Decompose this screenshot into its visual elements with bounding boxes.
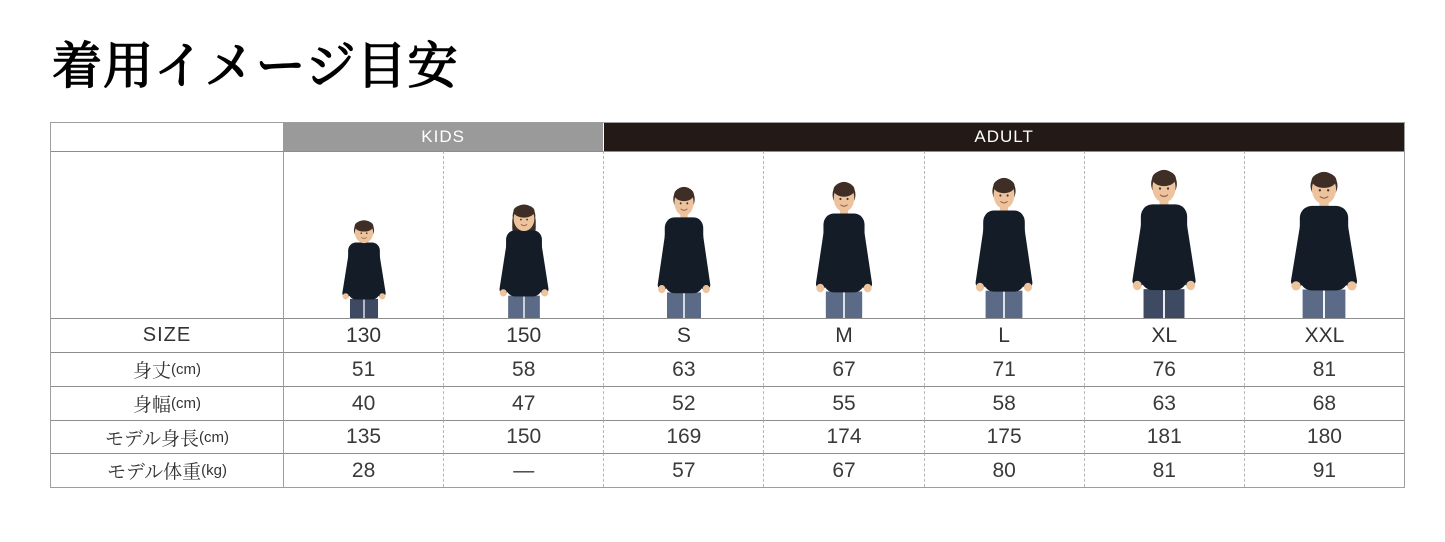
- model-height-xxl: 180: [1244, 420, 1404, 453]
- body-length-xxl: 81: [1244, 352, 1404, 386]
- row-label-text: 身幅: [132, 395, 171, 416]
- model-photo-m: [763, 151, 923, 318]
- row-label-unit: (cm): [199, 428, 230, 446]
- model-photo-xl: [1084, 151, 1244, 318]
- model-weight-130: 28: [283, 453, 443, 487]
- model-height-xl: 181: [1084, 420, 1244, 453]
- size-value-s: S: [603, 318, 763, 352]
- size-row-label: SIZE: [51, 318, 283, 352]
- model-height-s: 169: [603, 420, 763, 453]
- body-width-xxl: 68: [1244, 386, 1404, 420]
- row-label-text: 身丈: [132, 361, 171, 382]
- body-width-xl: 63: [1084, 386, 1244, 420]
- header-empty-cell: [51, 123, 283, 151]
- row-label-body-length: [51, 352, 283, 386]
- row-label-unit: (kg): [201, 462, 227, 479]
- row-label-model-weight: [51, 453, 283, 487]
- size-value-xxl: XXL: [1244, 318, 1404, 352]
- model-height-130: 135: [283, 420, 443, 453]
- body-length-s: 63: [603, 352, 763, 386]
- body-length-m: 67: [763, 352, 923, 386]
- model-photo-s: [603, 151, 763, 318]
- body-length-l: 71: [924, 352, 1084, 386]
- body-length-150: 58: [443, 352, 603, 386]
- model-weight-150: —: [443, 453, 603, 487]
- body-width-s: 52: [603, 386, 763, 420]
- size-value-l: L: [924, 318, 1084, 352]
- model-height-l: 175: [924, 420, 1084, 453]
- model-height-150: 150: [443, 420, 603, 453]
- model-weight-s: 57: [603, 453, 763, 487]
- group-header-kids: KIDS: [283, 123, 603, 151]
- group-header-adult: ADULT: [603, 123, 1404, 151]
- size-value-150: 150: [443, 318, 603, 352]
- model-photo-130: [283, 151, 443, 318]
- body-width-m: 55: [763, 386, 923, 420]
- model-height-m: 174: [763, 420, 923, 453]
- row-label-body-width: [51, 386, 283, 420]
- body-width-130: 40: [283, 386, 443, 420]
- model-weight-xl: 81: [1084, 453, 1244, 487]
- model-photo-150: [443, 151, 603, 318]
- row-label-text: モデル体重: [107, 462, 202, 483]
- body-width-l: 58: [924, 386, 1084, 420]
- body-width-150: 47: [443, 386, 603, 420]
- row-label-unit: (cm): [171, 361, 201, 378]
- size-value-m: M: [763, 318, 923, 352]
- body-length-xl: 76: [1084, 352, 1244, 386]
- photo-row-empty-cell: [51, 151, 283, 318]
- row-label-text: モデル身長: [104, 428, 200, 450]
- size-value-xl: XL: [1084, 318, 1244, 352]
- page-title: 着用イメージ目安: [52, 38, 459, 94]
- model-photo-xxl: [1244, 151, 1404, 318]
- row-label-model-height: [51, 420, 283, 453]
- size-chart-table: [50, 122, 1405, 488]
- row-label-unit: (cm): [171, 395, 201, 412]
- size-value-130: 130: [283, 318, 443, 352]
- model-photo-l: [924, 151, 1084, 318]
- model-weight-m: 67: [763, 453, 923, 487]
- model-weight-l: 80: [924, 453, 1084, 487]
- model-weight-xxl: 91: [1244, 453, 1404, 487]
- body-length-130: 51: [283, 352, 443, 386]
